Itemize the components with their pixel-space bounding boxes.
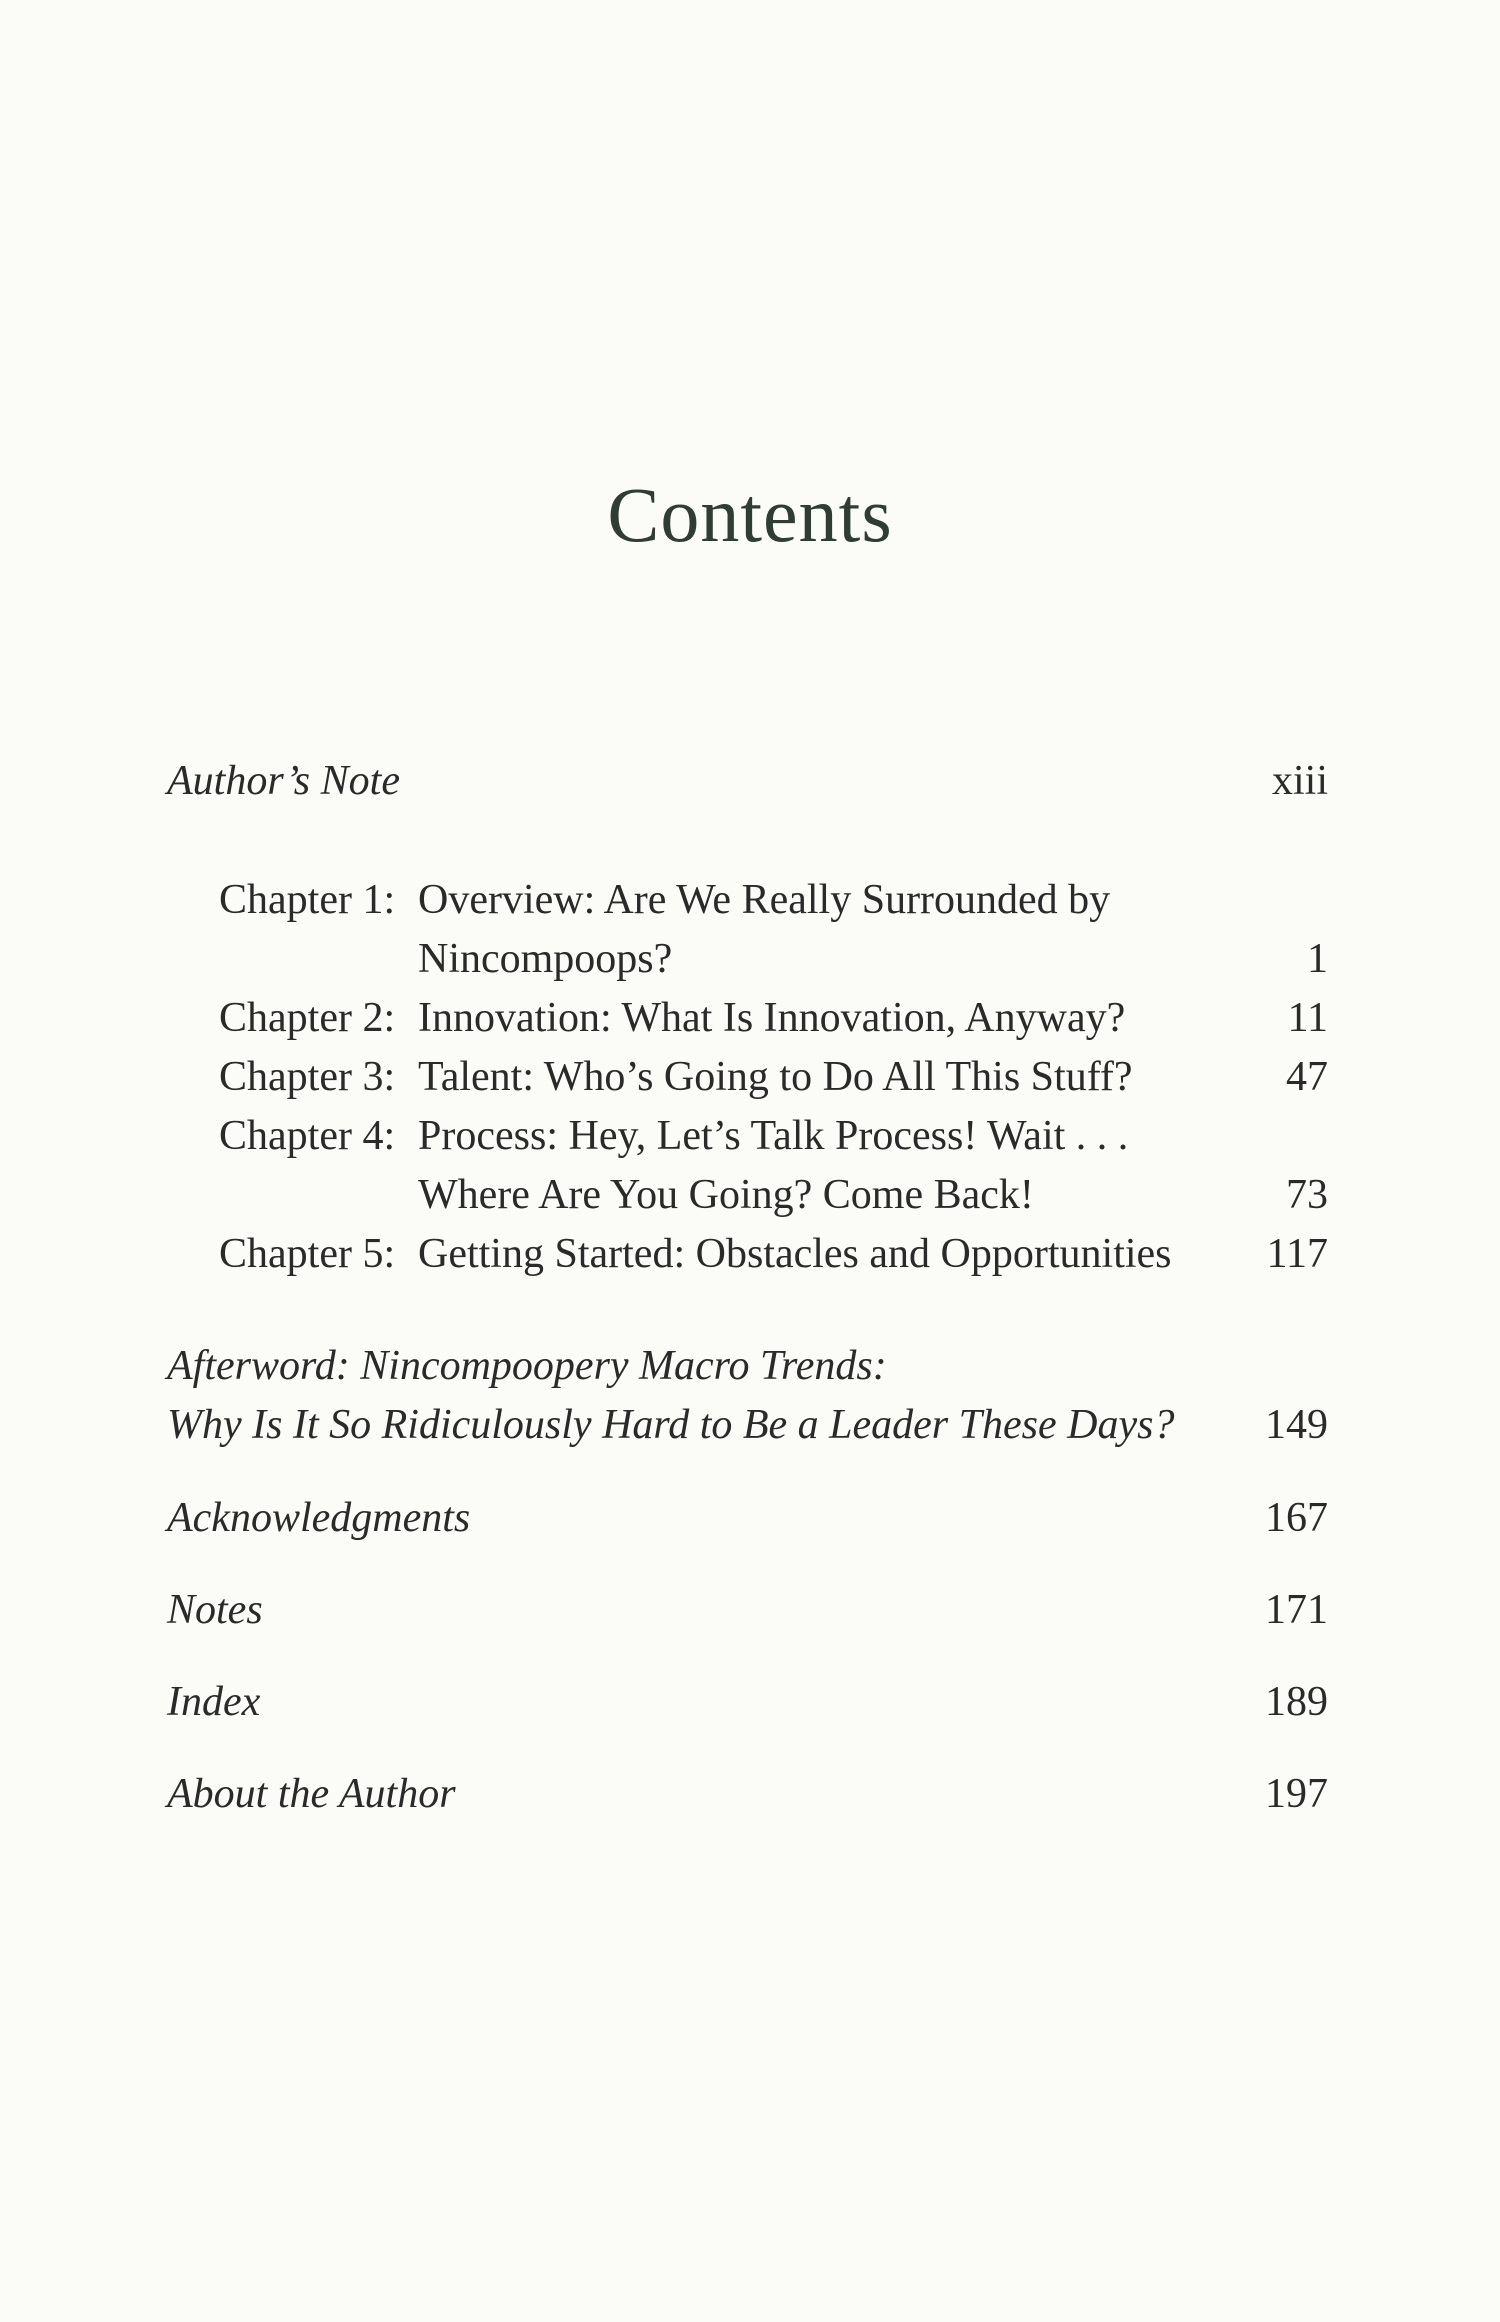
chapter-2-title: Innovation: What Is Innovation, Anyway? (418, 995, 1126, 1041)
chapter-1-title: Overview: Are We Really Surrounded by (418, 877, 1111, 923)
toc-page-authors-note: xiii (1271, 758, 1328, 804)
toc-entry-about-author: About the Author (167, 1771, 456, 1817)
chapter-2-page: 11 (1287, 995, 1328, 1041)
chapter-3-label: Chapter 3: (219, 1054, 396, 1100)
toc-entry-notes: Notes (167, 1587, 263, 1633)
chapter-1-title-cont: Nincompoops? (418, 936, 673, 982)
chapter-4-label: Chapter 4: (219, 1113, 396, 1159)
chapter-5-title: Getting Started: Obstacles and Opportunities (418, 1231, 1172, 1277)
toc-entry-afterword-line1: Afterword: Nincompoopery Macro Trends: (167, 1343, 887, 1389)
chapter-3-page: 47 (1286, 1054, 1328, 1100)
chapter-4-title-cont: Where Are You Going? Come Back! (418, 1172, 1034, 1218)
toc-entry-index: Index (167, 1679, 261, 1725)
chapter-4-page: 73 (1286, 1172, 1328, 1218)
chapter-5-label: Chapter 5: (219, 1231, 396, 1277)
chapter-4-title: Process: Hey, Let’s Talk Process! Wait . . . (418, 1113, 1129, 1159)
chapter-5-page: 117 (1266, 1231, 1328, 1277)
toc-entry-afterword-line2: Why Is It So Ridiculously Hard to Be a Leader These Days? (167, 1402, 1175, 1448)
toc-page-about-author: 197 (1265, 1771, 1328, 1817)
toc-page-acknowledgments: 167 (1265, 1495, 1328, 1541)
toc-entry-authors-note: Author’s Note (167, 758, 400, 804)
chapter-1-page: 1 (1307, 936, 1328, 982)
chapter-1-label: Chapter 1: (219, 877, 396, 923)
toc-page-notes: 171 (1265, 1587, 1328, 1633)
toc-entry-acknowledgments: Acknowledgments (167, 1495, 471, 1541)
toc-page-index: 189 (1265, 1679, 1328, 1725)
chapter-3-title: Talent: Who’s Going to Do All This Stuff? (418, 1054, 1133, 1100)
toc-page-afterword: 149 (1265, 1402, 1328, 1448)
chapter-2-label: Chapter 2: (219, 995, 396, 1041)
page-title: Contents (607, 471, 893, 558)
